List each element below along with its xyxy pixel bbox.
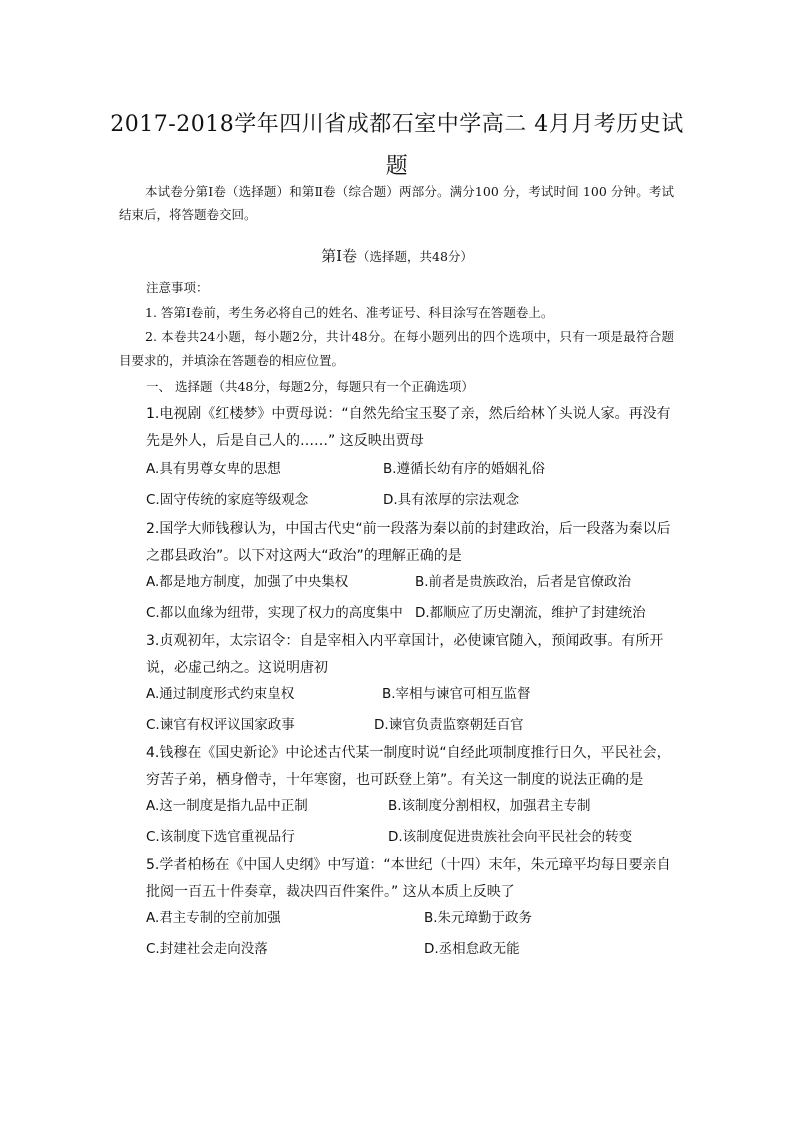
question-option: A.都是地方制度，加强了中央集权 (146, 574, 349, 590)
exam-title (100, 104, 694, 188)
question-option: D.具有浓厚的宗法观念 (383, 492, 520, 508)
question-option: D.该制度促进贵族社会向平民社会的转变 (388, 829, 633, 845)
question-option: D.谏官负责监察朝廷百官 (374, 717, 524, 733)
question-option: D.丞相怠政无能 (424, 941, 520, 957)
part-heading: 一、 选择题（共48分，每题2分，每题只有一个正确选项） (146, 379, 474, 394)
question-option: A.具有男尊女卑的思想 (146, 461, 281, 477)
question-option: C.封建社会走向没落 (146, 941, 268, 957)
note-item: 2. 本卷共24小题，每小题2分，共计48分。在每小题列出的四个选项中，只有一项是最符合题目要求的，并填涂在答题卷的相应位置。 (119, 329, 674, 368)
exam-title-line2: 题 (385, 154, 409, 179)
question-option: C.谏官有权评议国家政事 (146, 717, 295, 733)
section-heading (0, 244, 794, 269)
question-option: A.通过制度形式约束皇权 (146, 686, 295, 702)
question-option: C.都以血缘为纽带，实现了权力的高度集中 (146, 605, 403, 621)
question-option: B.宰相与谏官可相互监督 (382, 686, 531, 702)
question-option: B.朱元璋勤于政务 (424, 910, 533, 926)
question-stem: 3.贞观初年，太宗诏令：自是宰相入内平章国计，必使谏官随入，预闻政事。有所开说，必虚己纳之。这说明唐初 (146, 633, 664, 676)
question-option: B.该制度分割相权，加强君主专制 (388, 798, 591, 814)
question-stem: 2.国学大师钱穆认为，中国古代史“前一段落为秦以前的封建政治，后一段落为秦以后之郡县政治”。以下对这两大“政治”的理解正确的是 (146, 521, 671, 564)
exam-intro: 本试卷分第Ⅰ卷（选择题）和第Ⅱ卷（综合题）两部分。满分100 分，考试时间 100 分钟。考试结束后，将答题卷交回。 (119, 184, 674, 222)
notes-label: 注意事项： (146, 280, 209, 295)
note-item: 1. 答第Ⅰ卷前，考生务必将自己的姓名、准考证号、科目涂写在答题卷上。 (145, 305, 554, 320)
question-option: A.这一制度是指九品中正制 (146, 798, 308, 814)
question-option: C.该制度下选官重视品行 (146, 829, 295, 845)
question-option: C.固守传统的家庭等级观念 (146, 492, 309, 508)
section-title: 第Ⅰ卷 (321, 247, 358, 265)
question-stem: 5.学者柏杨在《中国人史纲》中写道：“本世纪（十四）末年，朱元璋平均每日要亲自批阅一百五十件奏章，裁决四百件案件。” 这从本质上反映了 (146, 857, 671, 900)
exam-title-line1: 2017-2018学年四川省成都石室中学高二 4月月考历史试 (110, 112, 684, 137)
question-stem: 1.电视剧《红楼梦》中贾母说：“自然先给宝玉娶了亲，然后给林丫头说人家。再没有先是外人，后是自己人的……” 这反映出贾母 (146, 406, 671, 449)
question-option: A.君主专制的空前加强 (146, 910, 281, 926)
question-option: B.前者是贵族政治，后者是官僚政治 (415, 574, 632, 590)
section-subtitle: （选择题，共48分） (357, 249, 473, 264)
question-stem: 4.钱穆在《国史新论》中论述古代某一制度时说“自经此项制度推行日久，平民社会，穷苦子弟，栖身僧寺，十年寒窗，也可跃登上第”。有关这一制度的说法正确的是 (146, 745, 671, 788)
question-option: D.都顺应了历史潮流，维护了封建统治 (415, 605, 646, 621)
question-option: B.遵循长幼有序的婚姻礼俗 (383, 461, 546, 477)
